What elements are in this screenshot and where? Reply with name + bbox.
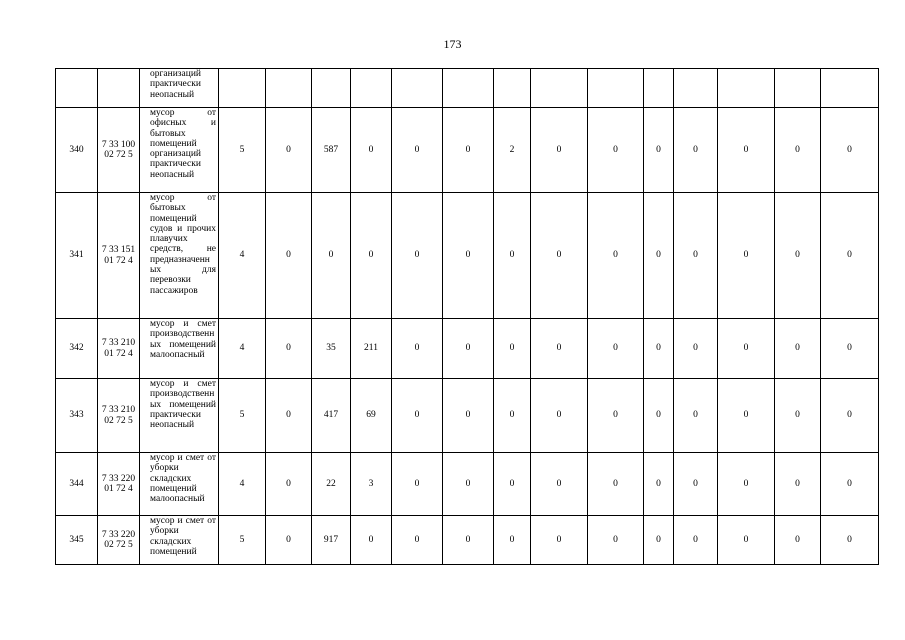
value-cell: 0 — [775, 453, 821, 516]
value-cell: 0 — [312, 193, 351, 319]
value-cell: 4 — [219, 319, 266, 379]
value-cell: 0 — [266, 193, 312, 319]
value-cell: 0 — [821, 516, 879, 565]
value-cell: 0 — [674, 108, 718, 193]
value-cell: 917 — [312, 516, 351, 565]
table-row — [56, 379, 879, 453]
value-cell: 0 — [775, 516, 821, 565]
value-cell: 0 — [443, 379, 494, 453]
value-cell — [494, 69, 531, 108]
value-cell: 0 — [494, 516, 531, 565]
table-row — [56, 108, 879, 193]
value-cell: 0 — [821, 453, 879, 516]
value-cell: 0 — [821, 319, 879, 379]
value-cell — [674, 69, 718, 108]
value-cell: 0 — [494, 379, 531, 453]
value-cell: 0 — [775, 193, 821, 319]
value-cell: 0 — [588, 516, 644, 565]
value-cell: 0 — [443, 193, 494, 319]
value-cell: 0 — [821, 193, 879, 319]
value-cell: 0 — [644, 453, 674, 516]
row-number-cell: 343 — [56, 379, 98, 453]
value-cell: 0 — [588, 453, 644, 516]
value-cell: 0 — [718, 193, 775, 319]
value-cell — [775, 69, 821, 108]
value-cell: 0 — [392, 379, 443, 453]
value-cell: 0 — [494, 319, 531, 379]
table-row — [56, 453, 879, 516]
value-cell: 5 — [219, 379, 266, 453]
value-cell: 0 — [718, 108, 775, 193]
value-cell: 69 — [351, 379, 392, 453]
value-cell: 0 — [266, 379, 312, 453]
value-cell: 0 — [775, 379, 821, 453]
table-row — [56, 193, 879, 319]
value-cell: 0 — [644, 516, 674, 565]
table-row — [56, 69, 879, 108]
value-cell: 5 — [219, 108, 266, 193]
value-cell: 35 — [312, 319, 351, 379]
value-cell: 0 — [674, 319, 718, 379]
table-body — [56, 69, 879, 565]
value-cell: 0 — [531, 108, 588, 193]
value-cell — [351, 69, 392, 108]
value-cell: 0 — [266, 108, 312, 193]
value-cell: 0 — [531, 516, 588, 565]
value-cell: 0 — [588, 379, 644, 453]
value-cell: 0 — [266, 453, 312, 516]
value-cell: 0 — [443, 108, 494, 193]
value-cell: 0 — [718, 319, 775, 379]
value-cell: 0 — [718, 516, 775, 565]
value-cell — [443, 69, 494, 108]
value-cell: 0 — [494, 193, 531, 319]
value-cell: 0 — [674, 193, 718, 319]
value-cell: 0 — [775, 319, 821, 379]
row-number-cell: 344 — [56, 453, 98, 516]
waste-name-cell: мусор от бытовых помещений судов и прочих плавучих средств, не предназначенных для перевозки пассажиров — [140, 193, 219, 319]
value-cell: 0 — [718, 453, 775, 516]
value-cell — [644, 69, 674, 108]
value-cell: 211 — [351, 319, 392, 379]
value-cell: 0 — [674, 379, 718, 453]
waste-code-cell: 7 33 100 02 72 5 — [98, 108, 140, 193]
value-cell: 0 — [588, 193, 644, 319]
value-cell — [219, 69, 266, 108]
value-cell: 0 — [392, 108, 443, 193]
value-cell: 0 — [718, 379, 775, 453]
value-cell: 0 — [674, 516, 718, 565]
row-number-cell: 340 — [56, 108, 98, 193]
value-cell: 0 — [351, 108, 392, 193]
value-cell: 0 — [821, 108, 879, 193]
value-cell: 0 — [588, 319, 644, 379]
waste-code-cell — [98, 69, 140, 108]
waste-code-cell: 7 33 220 02 72 5 — [98, 516, 140, 565]
value-cell: 2 — [494, 108, 531, 193]
waste-code-cell: 7 33 220 01 72 4 — [98, 453, 140, 516]
waste-name-cell: мусор и смет производственных помещений малоопасный — [140, 319, 219, 379]
value-cell: 0 — [674, 453, 718, 516]
value-cell: 0 — [443, 319, 494, 379]
value-cell — [392, 69, 443, 108]
waste-table — [55, 68, 879, 565]
value-cell: 22 — [312, 453, 351, 516]
value-cell — [588, 69, 644, 108]
value-cell: 0 — [494, 453, 531, 516]
value-cell — [821, 69, 879, 108]
value-cell: 0 — [392, 319, 443, 379]
value-cell: 417 — [312, 379, 351, 453]
value-cell: 5 — [219, 516, 266, 565]
value-cell: 587 — [312, 108, 351, 193]
value-cell: 0 — [392, 516, 443, 565]
value-cell — [266, 69, 312, 108]
waste-name-cell: мусор и смет от уборки складских помещений малоопасный — [140, 453, 219, 516]
value-cell: 0 — [266, 516, 312, 565]
value-cell: 0 — [644, 379, 674, 453]
value-cell: 4 — [219, 193, 266, 319]
value-cell: 0 — [266, 319, 312, 379]
value-cell: 0 — [351, 516, 392, 565]
value-cell: 0 — [531, 193, 588, 319]
value-cell: 0 — [351, 193, 392, 319]
waste-name-cell: мусор и смет от уборки складских помещений — [140, 516, 219, 565]
waste-name-cell: мусор и смет производственных помещений практически неопасный — [140, 379, 219, 453]
value-cell — [531, 69, 588, 108]
waste-code-cell: 7 33 210 02 72 5 — [98, 379, 140, 453]
value-cell: 0 — [644, 108, 674, 193]
value-cell: 0 — [531, 379, 588, 453]
value-cell: 4 — [219, 453, 266, 516]
value-cell: 0 — [531, 453, 588, 516]
value-cell: 0 — [443, 516, 494, 565]
value-cell: 0 — [443, 453, 494, 516]
value-cell — [312, 69, 351, 108]
waste-name-cell: мусор от офисных и бытовых помещений организаций практически неопасный — [140, 108, 219, 193]
row-number-cell: 345 — [56, 516, 98, 565]
value-cell: 0 — [775, 108, 821, 193]
value-cell: 0 — [531, 319, 588, 379]
page-number: 173 — [443, 37, 462, 51]
row-number-cell — [56, 69, 98, 108]
row-number-cell: 341 — [56, 193, 98, 319]
value-cell — [718, 69, 775, 108]
table-row — [56, 319, 879, 379]
value-cell: 0 — [644, 193, 674, 319]
row-number-cell: 342 — [56, 319, 98, 379]
waste-code-cell: 7 33 210 01 72 4 — [98, 319, 140, 379]
value-cell: 0 — [644, 319, 674, 379]
waste-name-cell: организаций практически неопасный — [140, 69, 219, 108]
value-cell: 3 — [351, 453, 392, 516]
value-cell: 0 — [588, 108, 644, 193]
value-cell: 0 — [392, 193, 443, 319]
value-cell: 0 — [821, 379, 879, 453]
value-cell: 0 — [392, 453, 443, 516]
table-row — [56, 516, 879, 565]
waste-code-cell: 7 33 151 01 72 4 — [98, 193, 140, 319]
